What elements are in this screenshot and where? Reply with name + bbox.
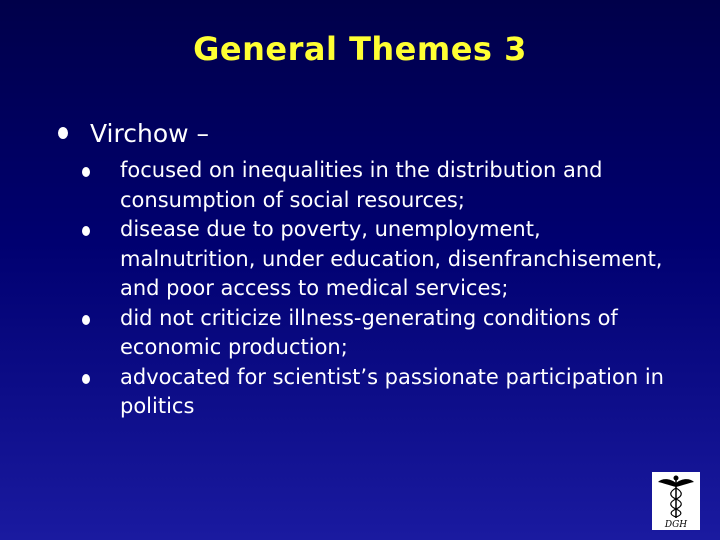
slide-title: General Themes 3 (193, 30, 527, 68)
bullet-icon (82, 374, 90, 384)
logo-text: DGH (664, 520, 688, 530)
sub-bullet-text: did not criticize illness-generating conditions of economic production; (120, 305, 618, 359)
bullet-icon (58, 127, 68, 139)
bullet-icon (82, 226, 90, 236)
sub-bullet-text: disease due to poverty, unemployment, malnutrition, under education, disenfranchisement, and poor access to medical services; (120, 217, 663, 300)
caduceus-logo-icon (652, 472, 700, 530)
main-bullet-text: Virchow – (90, 119, 210, 148)
bullet-icon (82, 167, 90, 177)
list-item (82, 363, 672, 422)
list-item (82, 156, 672, 215)
bullet-icon (82, 315, 90, 325)
sub-bullet-list (82, 156, 672, 422)
sub-bullet-text: focused on inequalities in the distribution and consumption of social resources; (120, 158, 603, 212)
main-bullet-item (58, 118, 209, 150)
list-item (82, 215, 672, 304)
list-item (82, 304, 672, 363)
sub-bullet-text: advocated for scientist’s passionate participation in politics (120, 364, 664, 418)
